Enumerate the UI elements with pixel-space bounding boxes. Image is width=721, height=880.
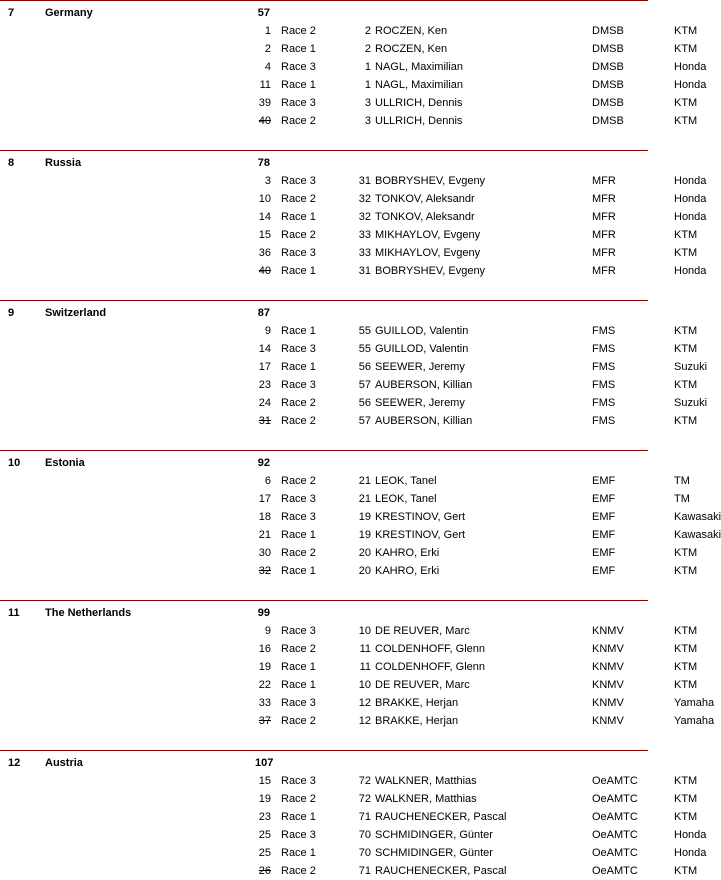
race-position: 37: [258, 715, 271, 727]
race-position: 36: [258, 247, 271, 259]
race-position: 4: [264, 61, 271, 73]
rider-name: BRAKKE, Herjan: [375, 697, 459, 709]
rider-number: 57: [358, 379, 371, 391]
race-name: Race 3: [281, 511, 316, 523]
rider-number: 55: [358, 325, 371, 337]
team-nation: Austria: [45, 757, 83, 769]
team-points: 99: [257, 607, 270, 619]
motorcycle-brand: KTM: [674, 229, 698, 241]
team-divider: [0, 750, 648, 751]
motorcycle-brand: KTM: [674, 379, 698, 391]
motorcycle-brand: Honda: [674, 175, 707, 187]
result-row: [0, 624, 716, 638]
race-position: 23: [258, 379, 271, 391]
team-header: [0, 756, 716, 770]
race-position: 2: [264, 43, 271, 55]
rider-number: 19: [358, 511, 371, 523]
result-row: [0, 714, 716, 728]
rider-name: WALKNER, Matthias: [375, 775, 477, 787]
motorcycle-brand: KTM: [674, 325, 698, 337]
rider-number: 71: [358, 865, 371, 877]
rider-name: SEEWER, Jeremy: [375, 361, 465, 373]
result-row: [0, 528, 721, 542]
motorcycle-brand: Honda: [674, 193, 707, 205]
rider-name: NAGL, Maximilian: [375, 61, 464, 73]
race-name: Race 3: [281, 697, 316, 709]
race-position: 14: [258, 343, 271, 355]
race-name: Race 1: [281, 529, 316, 541]
result-row: [0, 342, 716, 356]
federation: MFR: [592, 247, 616, 259]
rider-number: 55: [358, 343, 371, 355]
race-name: Race 3: [281, 343, 316, 355]
federation: MFR: [592, 265, 616, 277]
motorcycle-brand: KTM: [674, 625, 698, 637]
motorcycle-brand: Yamaha: [674, 715, 715, 727]
federation: EMF: [592, 547, 616, 559]
result-row: [0, 246, 716, 260]
federation: EMF: [592, 493, 616, 505]
federation: MFR: [592, 229, 616, 241]
result-row: [0, 846, 716, 860]
race-name: Race 2: [281, 865, 316, 877]
motorcycle-brand: Yamaha: [674, 697, 715, 709]
federation: MFR: [592, 193, 616, 205]
result-row: [0, 474, 716, 488]
result-row: [0, 174, 716, 188]
team-nation: Russia: [45, 157, 82, 169]
result-row: [0, 378, 716, 392]
federation: OeAMTC: [592, 829, 638, 841]
race-position: 15: [258, 229, 271, 241]
motorcycle-brand: KTM: [674, 343, 698, 355]
team-divider: [0, 450, 648, 451]
rider-number: 2: [364, 43, 371, 55]
race-position: 21: [258, 529, 271, 541]
motorcycle-brand: KTM: [674, 43, 698, 55]
rider-number: 72: [358, 775, 371, 787]
motorcycle-brand: KTM: [674, 25, 698, 37]
motorcycle-brand: KTM: [674, 547, 698, 559]
rider-number: 21: [358, 493, 371, 505]
rider-number: 33: [358, 247, 371, 259]
rider-number: 72: [358, 793, 371, 805]
federation: DMSB: [592, 61, 624, 73]
rider-number: 19: [358, 529, 371, 541]
rider-number: 71: [358, 811, 371, 823]
rider-name: KAHRO, Erki: [375, 565, 440, 577]
race-position: 6: [264, 475, 271, 487]
rider-number: 10: [358, 625, 371, 637]
rider-name: ULLRICH, Dennis: [375, 97, 463, 109]
team-position: 10: [8, 457, 21, 469]
federation: OeAMTC: [592, 775, 638, 787]
rider-number: 32: [358, 193, 371, 205]
team-divider: [0, 150, 648, 151]
rider-name: LEOK, Tanel: [375, 475, 437, 487]
rider-number: 20: [358, 547, 371, 559]
race-name: Race 3: [281, 247, 316, 259]
team-header: [0, 156, 716, 170]
result-row: [0, 192, 716, 206]
rider-name: KAHRO, Erki: [375, 547, 440, 559]
federation: EMF: [592, 511, 616, 523]
result-row: [0, 264, 716, 278]
race-position: 19: [258, 661, 271, 673]
team-points: 78: [257, 157, 270, 169]
rider-number: 20: [358, 565, 371, 577]
rider-number: 11: [359, 661, 371, 673]
motorcycle-brand: KTM: [674, 643, 698, 655]
motorcycle-brand: KTM: [674, 247, 698, 259]
federation: DMSB: [592, 79, 624, 91]
motorcycle-brand: Kawasaki: [674, 511, 721, 523]
rider-name: GUILLOD, Valentin: [375, 325, 469, 337]
result-row: [0, 396, 716, 410]
result-row: [0, 228, 716, 242]
race-position: 23: [258, 811, 271, 823]
federation: DMSB: [592, 25, 624, 37]
race-name: Race 3: [281, 829, 316, 841]
result-row: [0, 546, 716, 560]
result-row: [0, 660, 716, 674]
race-position: 10: [258, 193, 271, 205]
result-row: [0, 210, 716, 224]
rider-number: 3: [364, 115, 371, 127]
team-divider: [0, 0, 648, 1]
rider-name: GUILLOD, Valentin: [375, 343, 469, 355]
rider-name: BOBRYSHEV, Evgeny: [375, 265, 486, 277]
federation: KNMV: [592, 661, 624, 673]
team-divider: [0, 600, 648, 601]
team-points: 92: [257, 457, 270, 469]
race-name: Race 1: [281, 79, 316, 91]
rider-name: TONKOV, Aleksandr: [375, 193, 475, 205]
race-name: Race 1: [281, 361, 316, 373]
result-row: [0, 42, 716, 56]
motorcycle-brand: KTM: [674, 565, 698, 577]
race-name: Race 1: [281, 565, 316, 577]
race-position: 24: [258, 397, 271, 409]
motorcycle-brand: TM: [674, 475, 690, 487]
rider-name: AUBERSON, Killian: [375, 379, 473, 391]
race-name: Race 1: [281, 847, 316, 859]
federation: FMS: [592, 361, 616, 373]
rider-name: LEOK, Tanel: [375, 493, 437, 505]
federation: KNMV: [592, 697, 624, 709]
federation: OeAMTC: [592, 811, 638, 823]
result-row: [0, 828, 716, 842]
race-name: Race 2: [281, 229, 316, 241]
team-divider: [0, 300, 648, 301]
motorcycle-brand: KTM: [674, 661, 698, 673]
rider-number: 3: [364, 97, 371, 109]
race-name: Race 1: [281, 43, 316, 55]
team-position: 9: [8, 307, 15, 319]
race-name: Race 1: [281, 679, 316, 691]
rider-number: 70: [358, 847, 371, 859]
result-row: [0, 24, 716, 38]
motorcycle-brand: Suzuki: [674, 397, 708, 409]
motorcycle-brand: TM: [674, 493, 690, 505]
race-name: Race 1: [281, 325, 316, 337]
team-header: [0, 6, 716, 20]
race-position: 19: [258, 793, 271, 805]
result-row: [0, 564, 716, 578]
rider-name: DE REUVER, Marc: [375, 625, 470, 637]
race-name: Race 3: [281, 175, 316, 187]
rider-number: 32: [358, 211, 371, 223]
motorcycle-brand: KTM: [674, 811, 698, 823]
result-row: [0, 864, 716, 878]
rider-number: 21: [358, 475, 371, 487]
race-position: 14: [258, 211, 271, 223]
rider-number: 56: [358, 361, 371, 373]
race-position: 16: [258, 643, 271, 655]
federation: FMS: [592, 379, 616, 391]
motorcycle-brand: Suzuki: [674, 361, 708, 373]
federation: FMS: [592, 397, 616, 409]
rider-number: 70: [358, 829, 371, 841]
race-name: Race 2: [281, 415, 316, 427]
rider-number: 1: [364, 79, 371, 91]
motorcycle-brand: Honda: [674, 829, 707, 841]
team-nation: Germany: [45, 7, 93, 19]
result-row: [0, 324, 716, 338]
federation: FMS: [592, 415, 616, 427]
federation: EMF: [592, 475, 616, 487]
rider-name: BOBRYSHEV, Evgeny: [375, 175, 486, 187]
federation: OeAMTC: [592, 847, 638, 859]
race-position: 32: [258, 565, 271, 577]
race-position: 25: [258, 847, 271, 859]
race-name: Race 1: [281, 265, 316, 277]
result-row: [0, 774, 716, 788]
rider-number: 57: [358, 415, 371, 427]
result-row: [0, 510, 721, 524]
rider-name: ROCZEN, Ken: [375, 43, 448, 55]
race-position: 3: [264, 175, 271, 187]
rider-name: KRESTINOV, Gert: [375, 529, 466, 541]
federation: KNMV: [592, 679, 624, 691]
rider-name: ROCZEN, Ken: [375, 25, 448, 37]
race-name: Race 2: [281, 547, 316, 559]
result-row: [0, 678, 716, 692]
rider-name: RAUCHENECKER, Pascal: [375, 811, 507, 823]
race-position: 25: [258, 829, 271, 841]
motorcycle-brand: Honda: [674, 211, 707, 223]
race-name: Race 2: [281, 193, 316, 205]
team-position: 11: [8, 607, 20, 619]
federation: EMF: [592, 529, 616, 541]
race-position: 31: [258, 415, 271, 427]
rider-name: KRESTINOV, Gert: [375, 511, 466, 523]
result-row: [0, 810, 716, 824]
rider-number: 12: [358, 697, 371, 709]
motorcycle-brand: KTM: [674, 679, 698, 691]
team-header: [0, 606, 716, 620]
race-name: Race 3: [281, 97, 316, 109]
federation: MFR: [592, 175, 616, 187]
rider-name: SEEWER, Jeremy: [375, 397, 465, 409]
rider-name: ULLRICH, Dennis: [375, 115, 463, 127]
result-row: [0, 414, 716, 428]
race-position: 11: [259, 79, 271, 91]
race-name: Race 2: [281, 25, 316, 37]
rider-name: MIKHAYLOV, Evgeny: [375, 247, 481, 259]
rider-number: 31: [358, 265, 371, 277]
federation: DMSB: [592, 115, 624, 127]
motorcycle-brand: KTM: [674, 115, 698, 127]
rider-name: SCHMIDINGER, Günter: [375, 829, 493, 841]
race-name: Race 2: [281, 397, 316, 409]
rider-name: WALKNER, Matthias: [375, 793, 477, 805]
motorcycle-brand: KTM: [674, 97, 698, 109]
race-position: 33: [258, 697, 271, 709]
rider-name: COLDENHOFF, Glenn: [375, 661, 486, 673]
result-row: [0, 360, 716, 374]
race-name: Race 2: [281, 793, 316, 805]
race-name: Race 3: [281, 61, 316, 73]
rider-name: MIKHAYLOV, Evgeny: [375, 229, 481, 241]
team-header: [0, 306, 716, 320]
race-position: 9: [264, 625, 271, 637]
rider-name: DE REUVER, Marc: [375, 679, 470, 691]
federation: DMSB: [592, 97, 624, 109]
race-name: Race 3: [281, 379, 316, 391]
team-position: 8: [8, 157, 15, 169]
federation: KNMV: [592, 625, 624, 637]
race-name: Race 1: [281, 661, 316, 673]
race-position: 26: [258, 865, 271, 877]
rider-number: 56: [358, 397, 371, 409]
race-name: Race 2: [281, 643, 316, 655]
team-nation: Estonia: [45, 457, 85, 469]
rider-name: COLDENHOFF, Glenn: [375, 643, 486, 655]
race-position: 30: [258, 547, 271, 559]
team-position: 7: [8, 7, 15, 19]
motorcycle-brand: Honda: [674, 61, 707, 73]
rider-number: 12: [358, 715, 371, 727]
race-position: 1: [264, 25, 271, 37]
rider-number: 10: [358, 679, 371, 691]
race-position: 18: [258, 511, 271, 523]
race-position: 40: [258, 115, 271, 127]
federation: DMSB: [592, 43, 624, 55]
race-position: 39: [258, 97, 271, 109]
federation: KNMV: [592, 715, 624, 727]
result-row: [0, 696, 716, 710]
result-row: [0, 60, 716, 74]
motorcycle-brand: Honda: [674, 265, 707, 277]
federation: OeAMTC: [592, 793, 638, 805]
result-row: [0, 642, 716, 656]
federation: FMS: [592, 325, 616, 337]
race-name: Race 2: [281, 715, 316, 727]
federation: MFR: [592, 211, 616, 223]
race-name: Race 3: [281, 625, 316, 637]
race-position: 17: [258, 361, 271, 373]
team-points: 87: [257, 307, 270, 319]
rider-number: 31: [358, 175, 371, 187]
motorcycle-brand: Kawasaki: [674, 529, 721, 541]
motorcycle-brand: KTM: [674, 865, 698, 877]
federation: FMS: [592, 343, 616, 355]
race-name: Race 2: [281, 115, 316, 127]
result-row: [0, 96, 716, 110]
rider-name: SCHMIDINGER, Günter: [375, 847, 493, 859]
team-nation: Switzerland: [45, 307, 107, 319]
rider-name: BRAKKE, Herjan: [375, 715, 459, 727]
motorcycle-brand: Honda: [674, 79, 707, 91]
team-position: 12: [8, 757, 21, 769]
federation: OeAMTC: [592, 865, 638, 877]
motorcycle-brand: KTM: [674, 775, 698, 787]
race-position: 9: [264, 325, 271, 337]
federation: EMF: [592, 565, 616, 577]
rider-number: 1: [364, 61, 371, 73]
race-position: 17: [258, 493, 271, 505]
result-row: [0, 114, 716, 128]
team-points: 107: [255, 757, 274, 769]
race-name: Race 1: [281, 211, 316, 223]
race-position: 15: [258, 775, 271, 787]
team-points: 57: [257, 7, 270, 19]
result-row: [0, 78, 716, 92]
race-position: 40: [258, 265, 271, 277]
race-position: 22: [258, 679, 271, 691]
rider-name: NAGL, Maximilian: [375, 79, 464, 91]
rider-name: AUBERSON, Killian: [375, 415, 473, 427]
race-name: Race 1: [281, 811, 316, 823]
race-name: Race 3: [281, 493, 316, 505]
race-name: Race 3: [281, 775, 316, 787]
motorcycle-brand: KTM: [674, 415, 698, 427]
rider-number: 2: [364, 25, 371, 37]
motorcycle-brand: Honda: [674, 847, 707, 859]
team-nation: The Netherlands: [45, 607, 132, 619]
motorcycle-brand: KTM: [674, 793, 698, 805]
rider-name: TONKOV, Aleksandr: [375, 211, 475, 223]
team-header: [0, 456, 716, 470]
rider-number: 11: [359, 643, 371, 655]
federation: KNMV: [592, 643, 624, 655]
race-name: Race 2: [281, 475, 316, 487]
result-row: [0, 792, 716, 806]
rider-number: 33: [358, 229, 371, 241]
rider-name: RAUCHENECKER, Pascal: [375, 865, 507, 877]
result-row: [0, 492, 716, 506]
